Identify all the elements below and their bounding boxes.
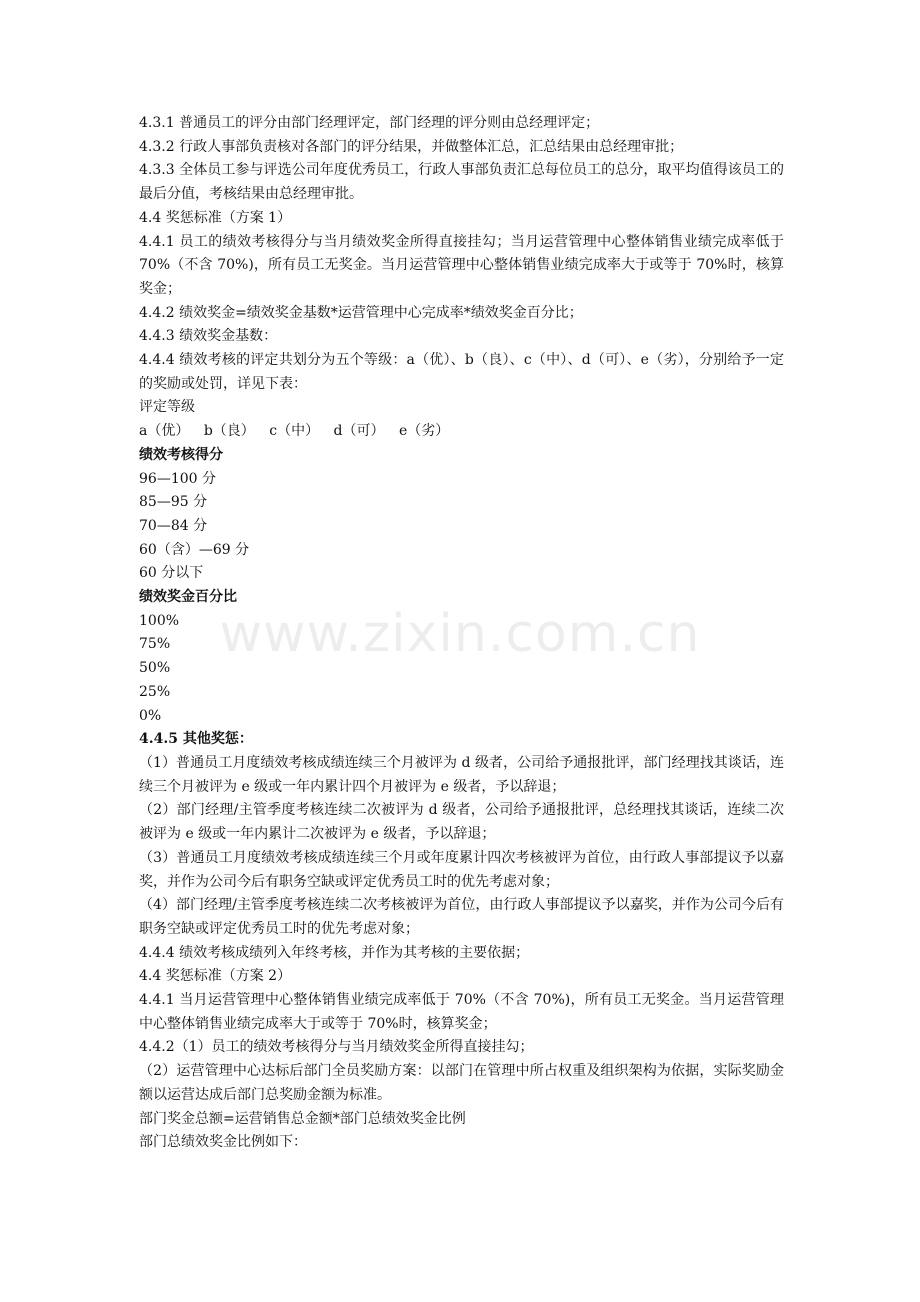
section-4-3-2: 4.3.2 行政人事部负责核对各部门的评分结果，并做整体汇总，汇总结果由总经理审批；	[139, 138, 684, 155]
score-header: 绩效考核得分	[139, 446, 223, 463]
score-d: 60（含）—69 分	[139, 541, 250, 558]
section-4-4-3: 4.4.3 绩效奖金基数：	[139, 328, 278, 345]
other-reward-2: （2）部门经理/主管季度考核连续二次被评为 d 级者，公司给予通报批评，总经理找其谈话，连续二次被评为 e 级或一年内累计二次被评为 e 级者，予以辞退；	[139, 802, 784, 843]
grade-header: 评定等级	[139, 399, 195, 416]
ratio-intro: 部门总绩效奖金比例如下：	[139, 1134, 307, 1151]
grade-d: d（可）	[333, 423, 385, 440]
section-4-4-1-plan2: 4.4.1 当月运营管理中心整体销售业绩完成率低于 70%（不含 70%)，所有员工无奖金。当月运营管理中心整体销售业绩完成率大于或等于 70%时，核算奖金；	[139, 992, 784, 1032]
percent-header: 绩效奖金百分比	[139, 589, 237, 606]
grade-b: b（良）	[203, 423, 255, 440]
percent-a: 100%	[139, 612, 180, 629]
grade-list	[139, 420, 784, 444]
score-c: 70—84 分	[139, 517, 208, 534]
watermark: www.zixin.com.cn	[219, 604, 701, 664]
plan2-item-2: （2）运营管理中心达标后部门全员奖励方案：以部门在管理中所占权重及组织架构为依据，实际奖励金额以运营达成后部门总奖励金额为标准。	[139, 1063, 784, 1103]
other-reward-1: （1）普通员工月度绩效考核成绩连续三个月被评为 d 级者，公司给予通报批评，部门经理找其谈话，连续三个月被评为 e 级或一年内累计四个月被评为 e 级者，予以辞退；	[139, 754, 784, 795]
score-a: 96—100 分	[139, 470, 216, 487]
section-4-4-4-b: 4.4.4 绩效考核成绩列入年终考核，并作为其考核的主要依据；	[139, 944, 530, 961]
grade-c: c（中）	[269, 423, 320, 440]
percent-e: 0%	[139, 707, 162, 724]
percent-c: 50%	[139, 660, 171, 677]
other-reward-4: （4）部门经理/主管季度考核连续二次考核被评为首位，由行政人事部提议予以嘉奖，并作为公司今后有职务空缺或评定优秀员工时的优先考虑对象；	[139, 897, 784, 937]
section-4-3-3: 4.3.3 全体员工参与评选公司年度优秀员工，行政人事部负责汇总每位员工的总分，取平均值得该员工的最后分值，考核结果由总经理审批。	[139, 162, 784, 203]
section-4-4-4: 4.4.4 绩效考核的评定共划分为五个等级：a（优）、b（良）、c（中）、d（可）、e（劣），分别给予一定的奖励或处罚，详见下表：	[139, 352, 784, 392]
section-4-3-1: 4.3.1 普通员工的评分由部门经理评定，部门经理的评分则由总经理评定；	[139, 115, 600, 131]
score-e: 60 分以下	[139, 565, 204, 582]
other-reward-3: （3）普通员工月度绩效考核成绩连续三个月或年度累计四次考核被评为首位，由行政人事部提议予以嘉奖，并作为公司今后有职务空缺或评定优秀员工时的优先考虑对象；	[139, 849, 784, 890]
bonus-formula: 部门奖金总额=运营销售总金额*部门总绩效奖金比例	[139, 1110, 466, 1127]
section-4-4-2-plan2: 4.4.2（1）员工的绩效考核得分与当月绩效奖金所得直接挂勾；	[139, 1039, 534, 1056]
percent-d: 25%	[139, 683, 171, 700]
section-4-4-plan2-heading: 4.4 奖惩标准（方案 2）	[139, 968, 292, 985]
section-4-4-plan1-heading: 4.4 奖惩标准（方案 1）	[139, 209, 292, 226]
grade-e: e（劣）	[398, 423, 450, 440]
document-body	[139, 112, 784, 1155]
grade-a: a（优）	[139, 423, 190, 440]
section-4-4-1-plan1: 4.4.1 员工的绩效考核得分与当月绩效奖金所得直接挂勾；当月运营管理中心整体销售业绩完成率低于 70%（不含 70%)，所有员工无奖金。当月运营管理中心整体销售业绩完成率大于或等于 70%时，核算奖金；	[139, 233, 784, 297]
section-4-4-5: 4.4.5 其他奖惩：	[139, 731, 253, 748]
section-4-4-2-plan1: 4.4.2 绩效奖金=绩效奖金基数*运营管理中心完成率*绩效奖金百分比；	[139, 304, 583, 321]
score-b: 85—95 分	[139, 494, 208, 511]
percent-b: 75%	[139, 636, 171, 653]
